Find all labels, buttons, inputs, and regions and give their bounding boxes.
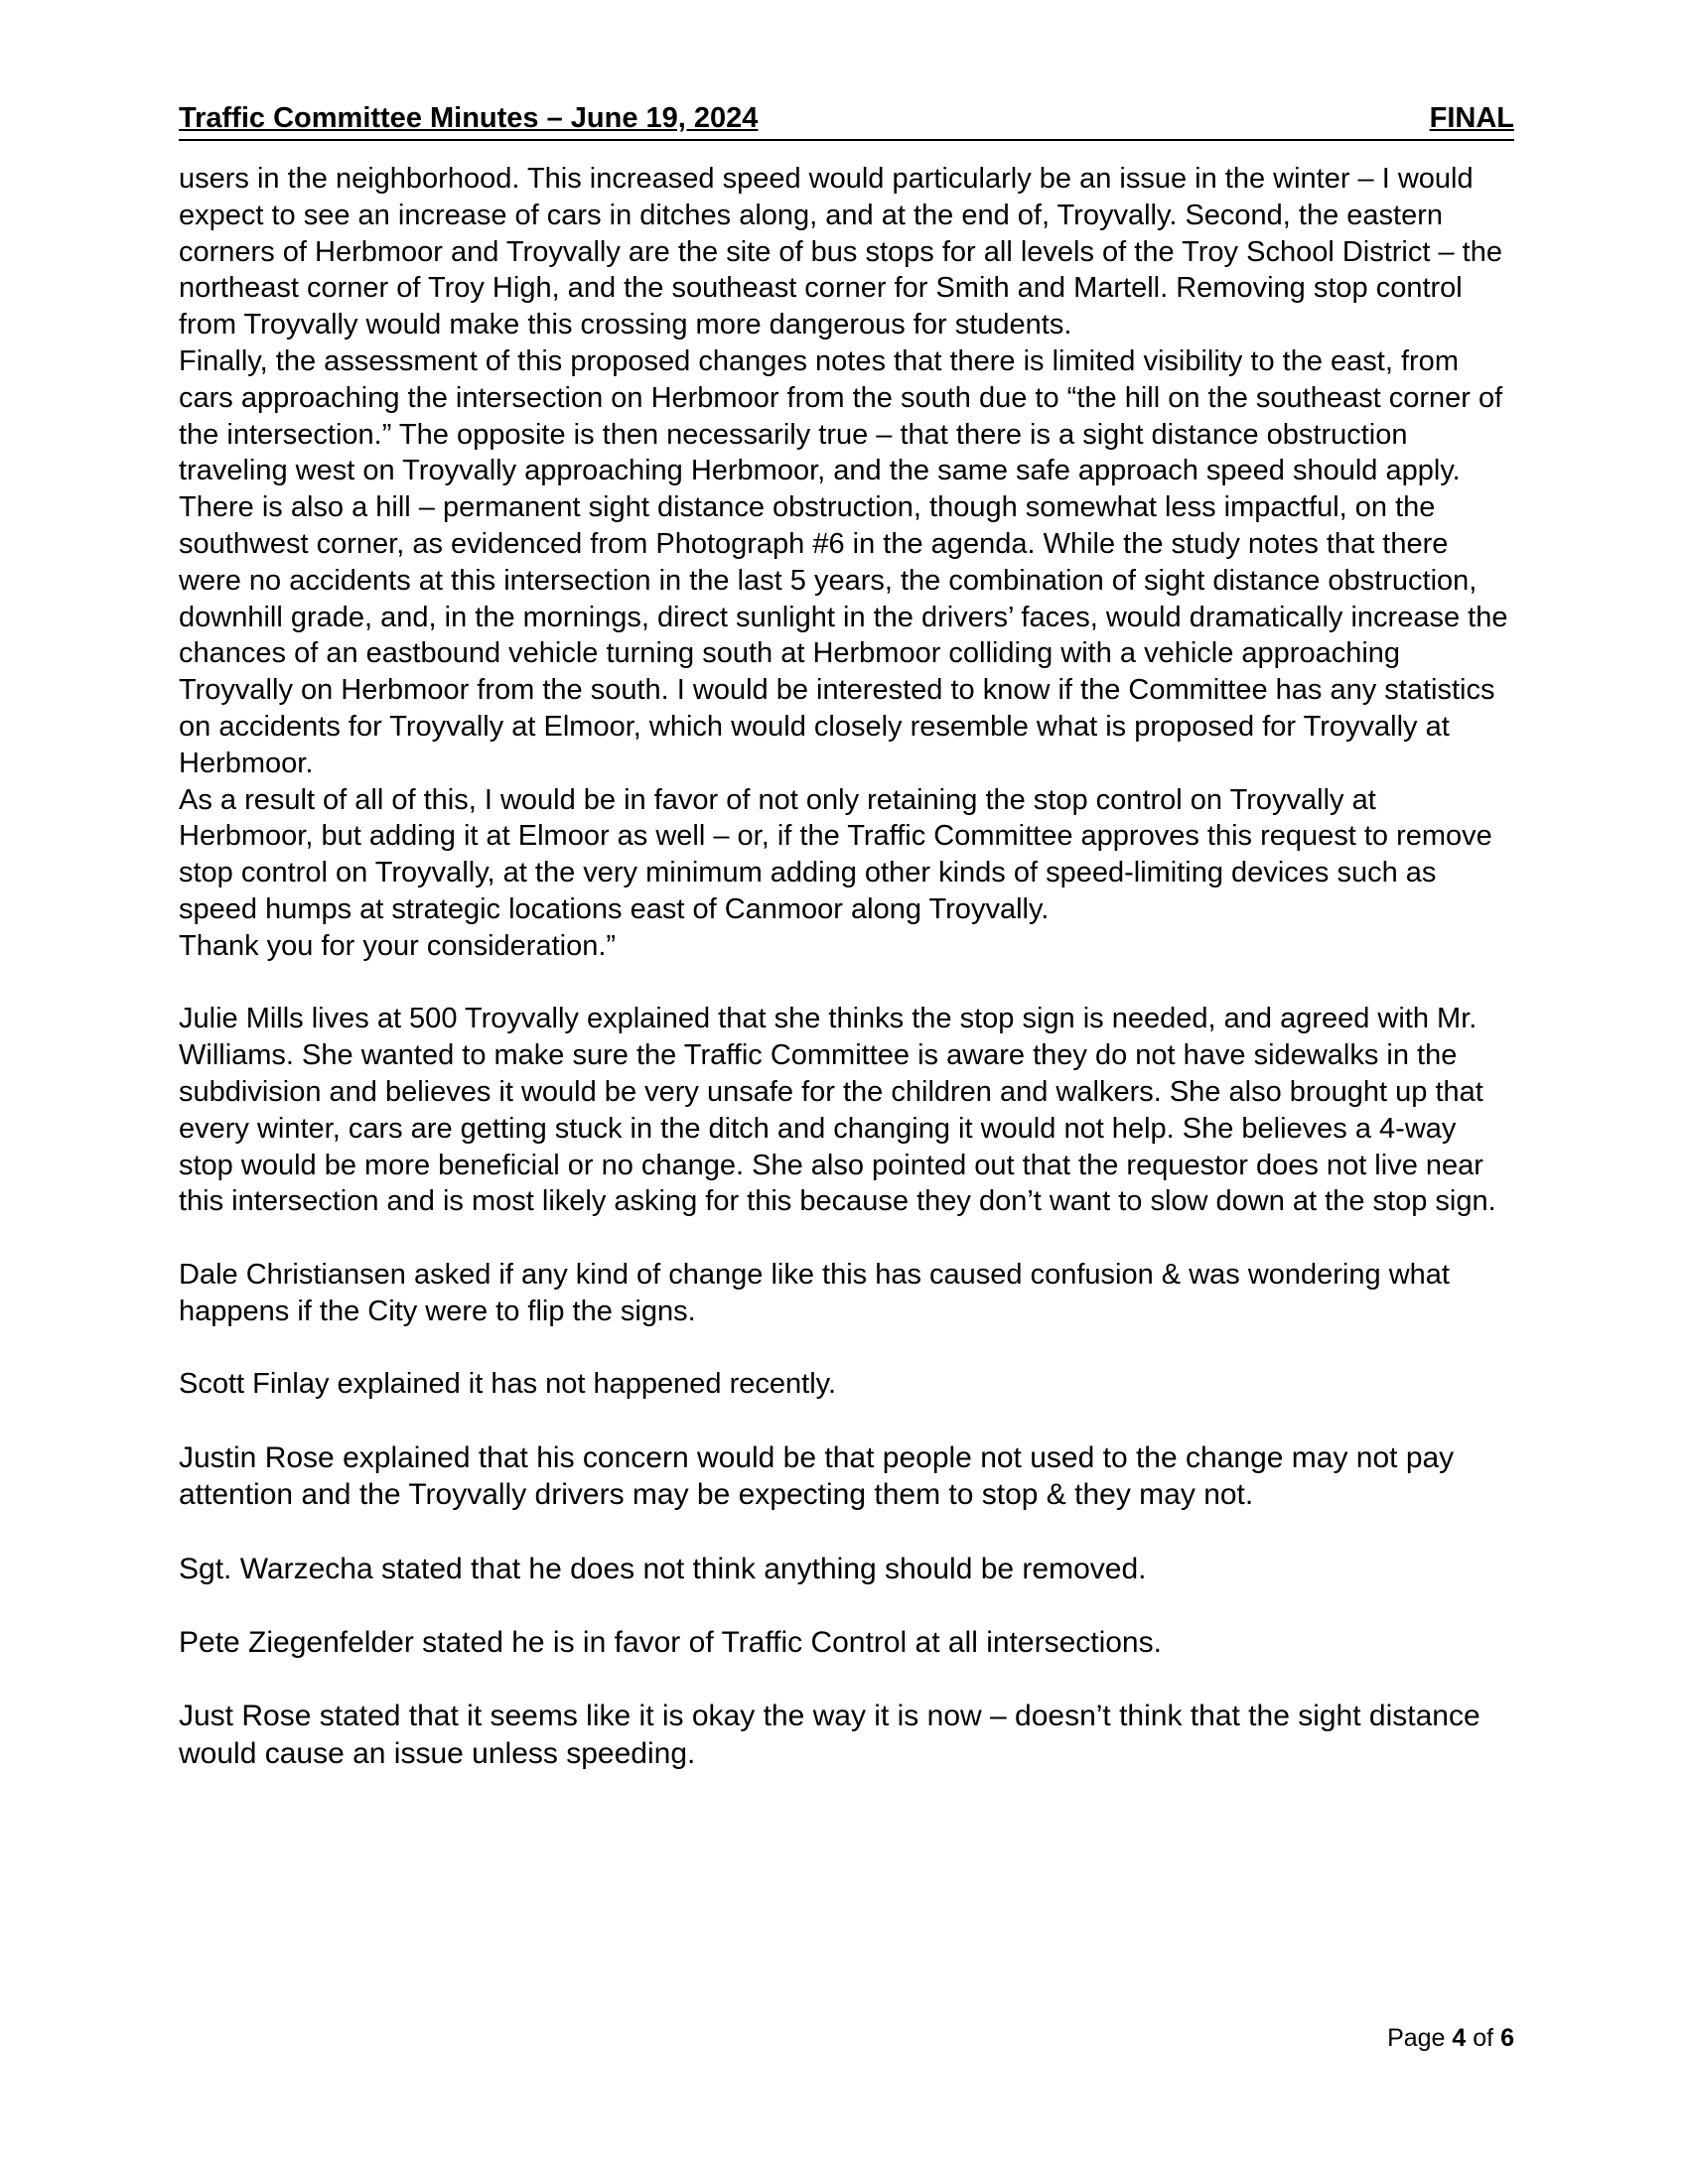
document-title: Traffic Committee Minutes – June 19, 2024 bbox=[179, 102, 759, 134]
document-status: FINAL bbox=[1429, 102, 1514, 134]
paragraph-gap bbox=[179, 965, 1514, 1002]
paragraph-gap bbox=[179, 1661, 1514, 1698]
page-current: 4 bbox=[1452, 2024, 1467, 2052]
page-total: 6 bbox=[1500, 2024, 1514, 2052]
finlay-statement: Scott Finlay explained it has not happened recently. bbox=[179, 1368, 837, 1401]
paragraph-gap bbox=[179, 1514, 1514, 1551]
paragraph-gap bbox=[179, 1220, 1514, 1257]
rose-statement-2: Just Rose stated that it seems like it is okay the way it is now – doesn’t think that the sight distance would cause an issue unless speeding. bbox=[179, 1700, 1480, 1770]
rose-statement-1: Justin Rose explained that his concern would be that people not used to the change may not pay attention and the Troyvally drivers may be expecting them to stop & they may not. bbox=[179, 1440, 1455, 1512]
ziegenfelder-statement: Pete Ziegenfelder stated he is in favor of Traffic Control at all intersections. bbox=[179, 1625, 1162, 1659]
letter-paragraph-2: Finally, the assessment of this proposed changes notes that there is limited visibility to the east, from cars approaching the intersection on Herbmoor from the south due to “the hill on the southeast corner of the intersection.” The opposite is then necessarily true – that there is a sight distance obstruction traveling west on Troyvally approaching Herbmoor, and the same safe approach speed should apply. There is also a hill – permanent sight distance obstruction, though somewhat less impactful, on the southwest corner, as evidenced from Photograph #6 in the agenda. While the study notes that there were no accidents at this intersection in the last 5 years, the combination of sight distance obstruction, downhill grade, and, in the mornings, direct sunlight in the drivers’ faces, would dramatically increase the chances of an eastbound vehicle turning south at Herbmoor colliding with a vehicle approaching Troyvally on Herbmoor from the south. I would be interested to know if the Committee has any statistics on accidents for Troyvally at Elmoor, which would closely resemble what is proposed for Troyvally at Herbmoor. bbox=[179, 344, 1508, 779]
paragraph-gap bbox=[179, 1587, 1514, 1624]
minutes-body bbox=[179, 161, 1514, 1772]
christiansen-statement: Dale Christiansen asked if any kind of change like this has caused confusion & was wondering what happens if the City were to flip the signs. bbox=[179, 1258, 1450, 1327]
warzecha-statement: Sgt. Warzecha stated that he does not think anything should be removed. bbox=[179, 1552, 1147, 1585]
page-number bbox=[1387, 2023, 1514, 2053]
mills-statement: Julie Mills lives at 500 Troyvally explained that she thinks the stop sign is needed, and agreed with Mr. Williams. She wanted to make sure the Traffic Committee is aware they do not have sidewalks in the subdivision and believes it would be very unsafe for the children and walkers. She also brought up that every winter, cars are getting stuck in the ditch and changing it would not help. She believes a 4-way stop would be more beneficial or no change. She also pointed out that the requestor does not live near this intersection and is most likely asking for this because they don’t want to slow down at the stop sign. bbox=[179, 1003, 1496, 1218]
page-of: of bbox=[1473, 2024, 1494, 2052]
page-header bbox=[179, 99, 1514, 141]
letter-paragraph-1: users in the neighborhood. This increased speed would particularly be an issue in the winter – I would expect to see an increase of cars in ditches along, and at the end of, Troyvally. Second, the eastern corners of Herbmoor and Troyvally are the site of bus stops for all levels of the Troy School District – the northeast corner of Troy High, and the southeast corner for Smith and Martell. Removing stop control from Troyvally would make this crossing more dangerous for students. bbox=[179, 163, 1502, 341]
paragraph-gap bbox=[179, 1403, 1514, 1439]
page-prefix: Page bbox=[1387, 2024, 1446, 2052]
paragraph-gap bbox=[179, 1330, 1514, 1367]
letter-closing: Thank you for your consideration.” bbox=[179, 929, 617, 962]
letter-paragraph-3: As a result of all of this, I would be in favor of not only retaining the stop control on Troyvally at Herbmoor, but adding it at Elmoor as well – or, if the Traffic Committee approves this request to remove stop control on Troyvally, at the very minimum adding other kinds of speed-limiting devices such as speed humps at strategic locations east of Canmoor along Troyvally. bbox=[179, 783, 1492, 925]
